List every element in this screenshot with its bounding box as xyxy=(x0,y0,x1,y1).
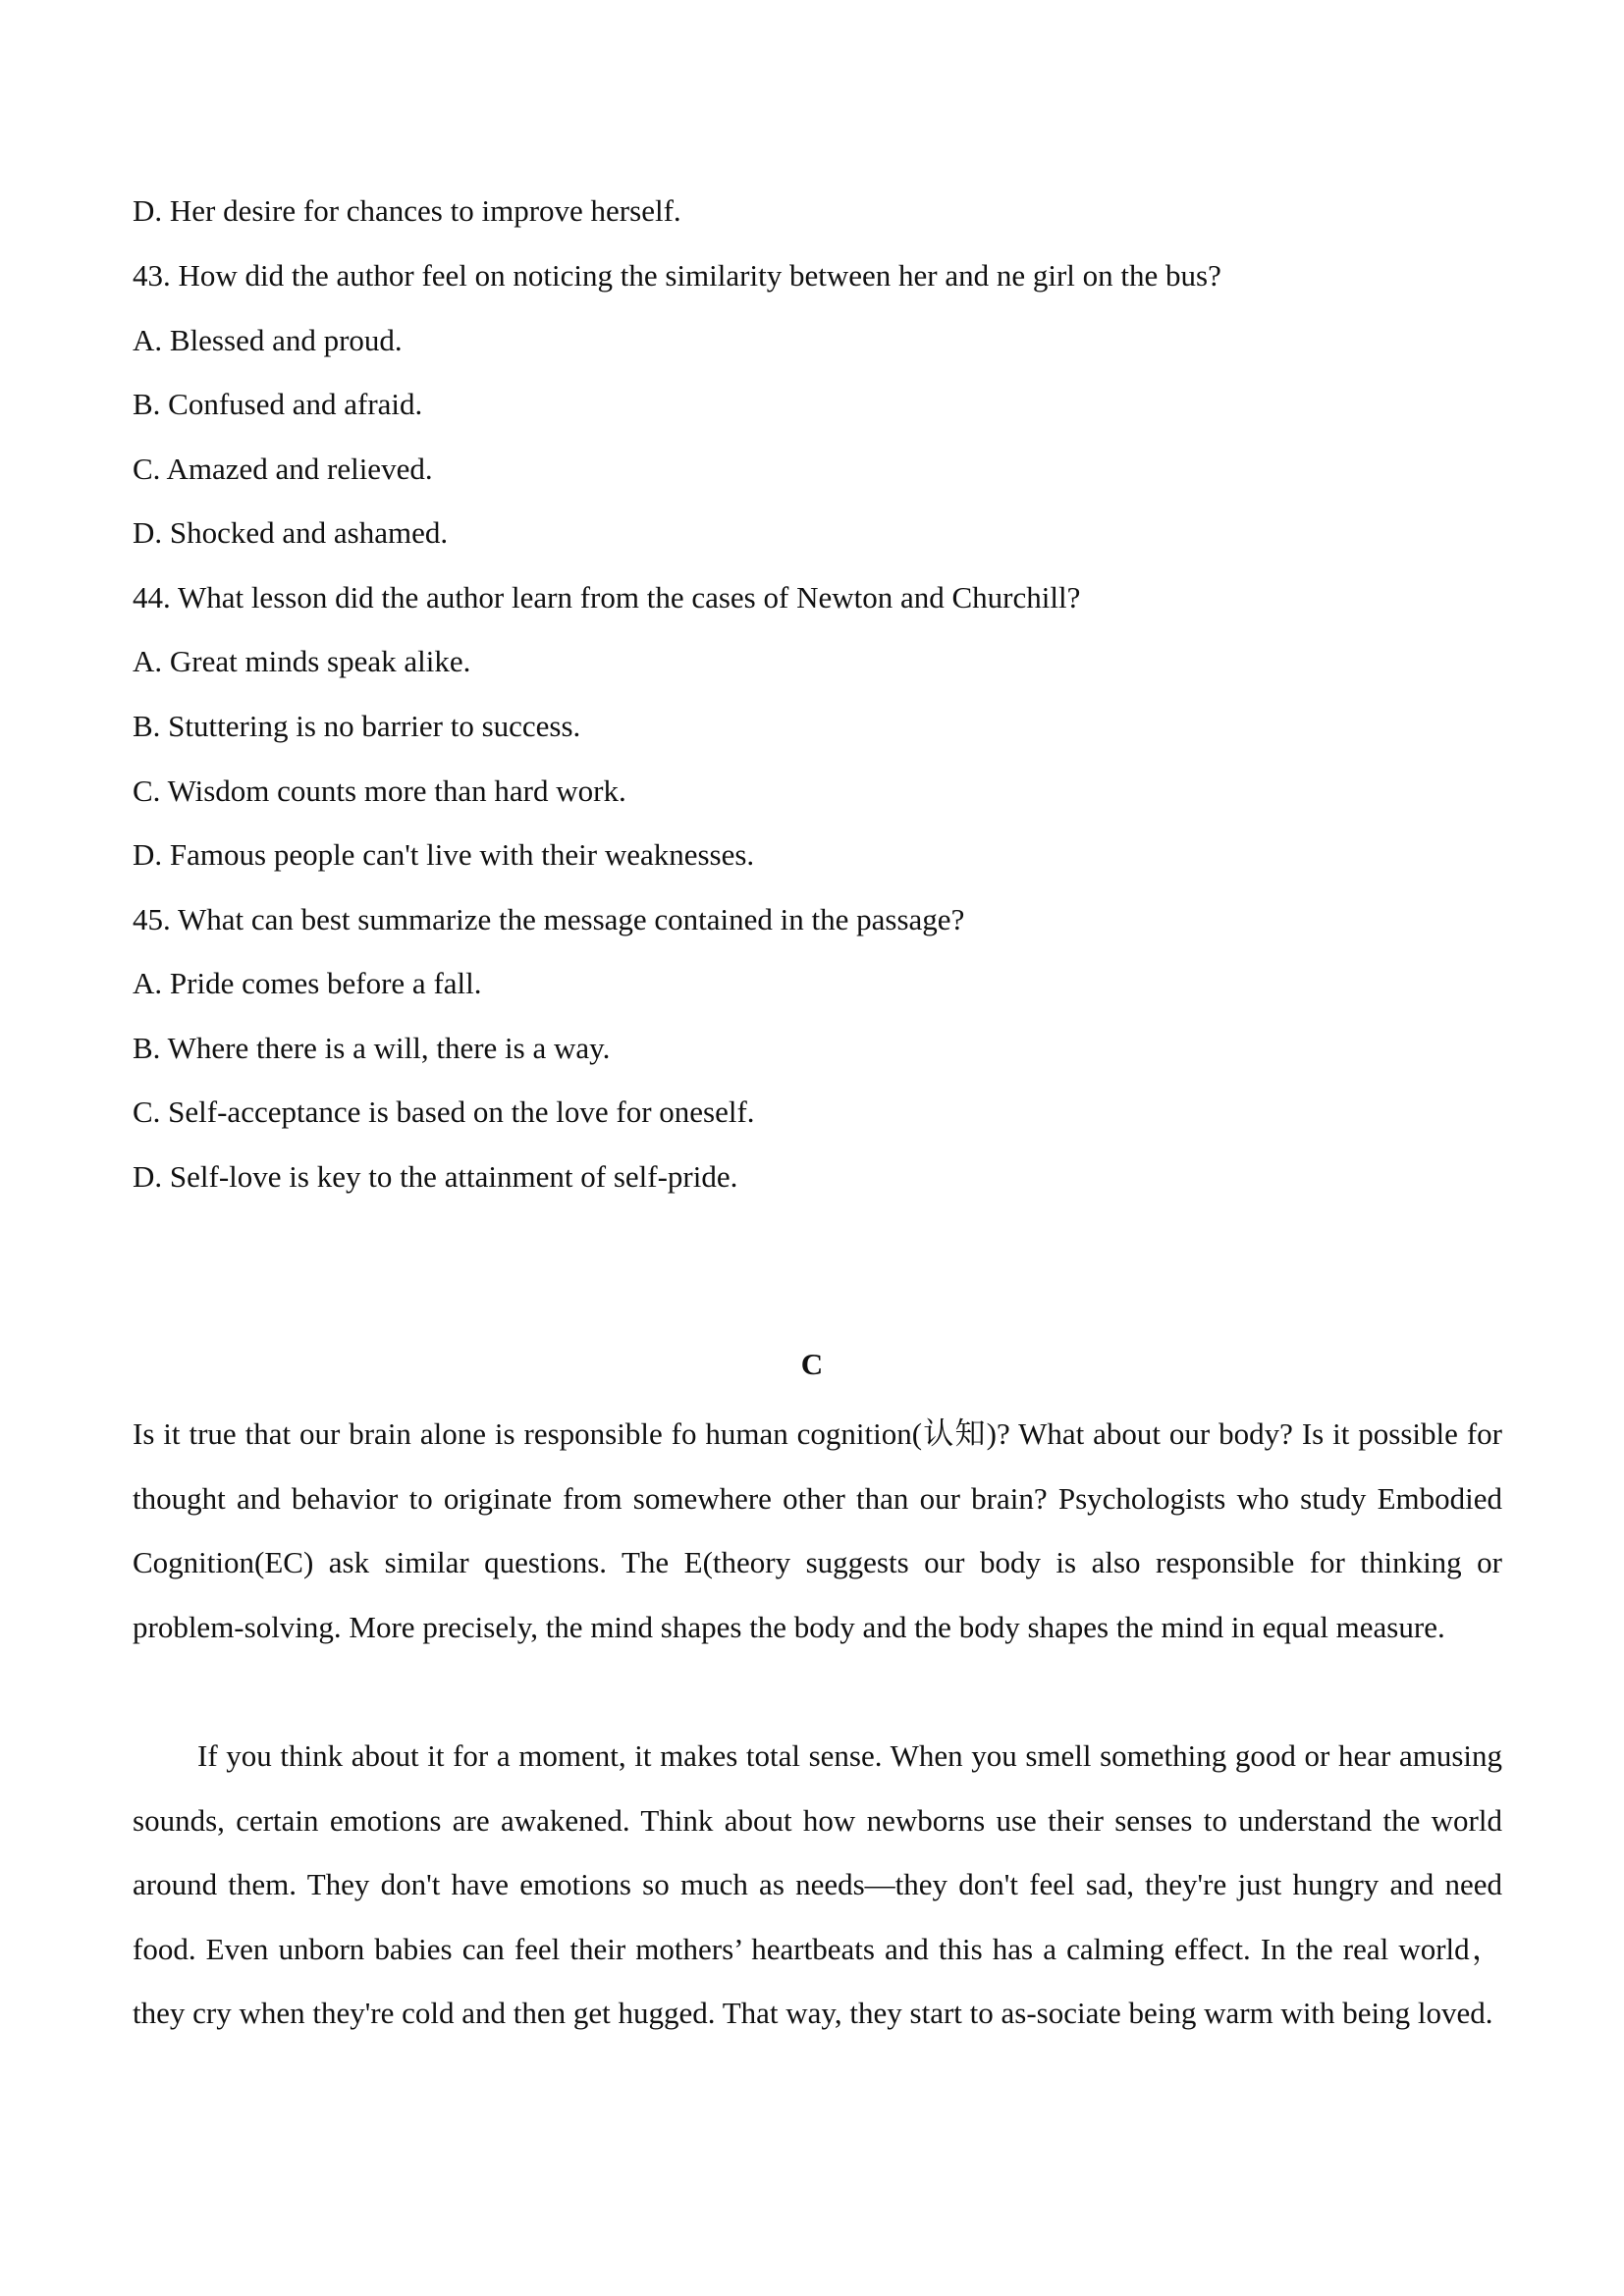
option-43-c: C. Amazed and relieved. xyxy=(133,452,433,486)
option-43-a: A. Blessed and proud. xyxy=(133,323,403,357)
option-44-d: D. Famous people can't live with their weaknesses. xyxy=(133,837,755,872)
option-44-c: C. Wisdom counts more than hard work. xyxy=(133,774,626,808)
option-43-b: B. Confused and afraid. xyxy=(133,387,423,421)
option-44-a: A. Great minds speak alike. xyxy=(133,644,471,678)
question-43: 43. How did the author feel on noticing the similarity between her and ne girl on the bus? xyxy=(133,258,1221,293)
passage-paragraph-1: Is it true that our brain alone is responsible fo human cognition(认知)? What about our body? Is it possible for thought and behavior to originate from somewhere other than our brain? Psychologists who study Embodied Cognition(EC) ask similar questions. The E(theory suggests our body is also responsible for thinking or problem-solving. More precisely, the mind shapes the body and the body shapes the mind in equal measure. xyxy=(133,1416,1502,1644)
question-44: 44. What lesson did the author learn from the cases of Newton and Churchill? xyxy=(133,580,1081,614)
section-title: C xyxy=(800,1347,824,1381)
option-44-b: B. Stuttering is no barrier to success. xyxy=(133,709,581,743)
option-43-d: D. Shocked and ashamed. xyxy=(133,515,449,550)
option-45-a: A. Pride comes before a fall. xyxy=(133,966,482,1000)
option-45-c: C. Self-acceptance is based on the love for oneself. xyxy=(133,1095,755,1129)
option-45-d: D. Self-love is key to the attainment of self-pride. xyxy=(133,1159,738,1194)
option-45-b: B. Where there is a will, there is a way. xyxy=(133,1031,611,1065)
option-42-d: D. Her desire for chances to improve herself. xyxy=(133,193,681,228)
passage-paragraph-2: If you think about it for a moment, it makes total sense. When you smell something good or hear amusing sounds, certain emotions are awakened. Think about how newborns use their senses to understand the world around them. They don't have emotions so much as needs—they don't feel sad, they're just hungry and need food. Even unborn babies can feel their mothers’ heartbeats and this has a calming effect. In the real world，they cry when they're cold and then get hugged. That way, they start to as-sociate being warm with being loved. xyxy=(133,1738,1502,2030)
question-45: 45. What can best summarize the message contained in the passage? xyxy=(133,902,965,936)
